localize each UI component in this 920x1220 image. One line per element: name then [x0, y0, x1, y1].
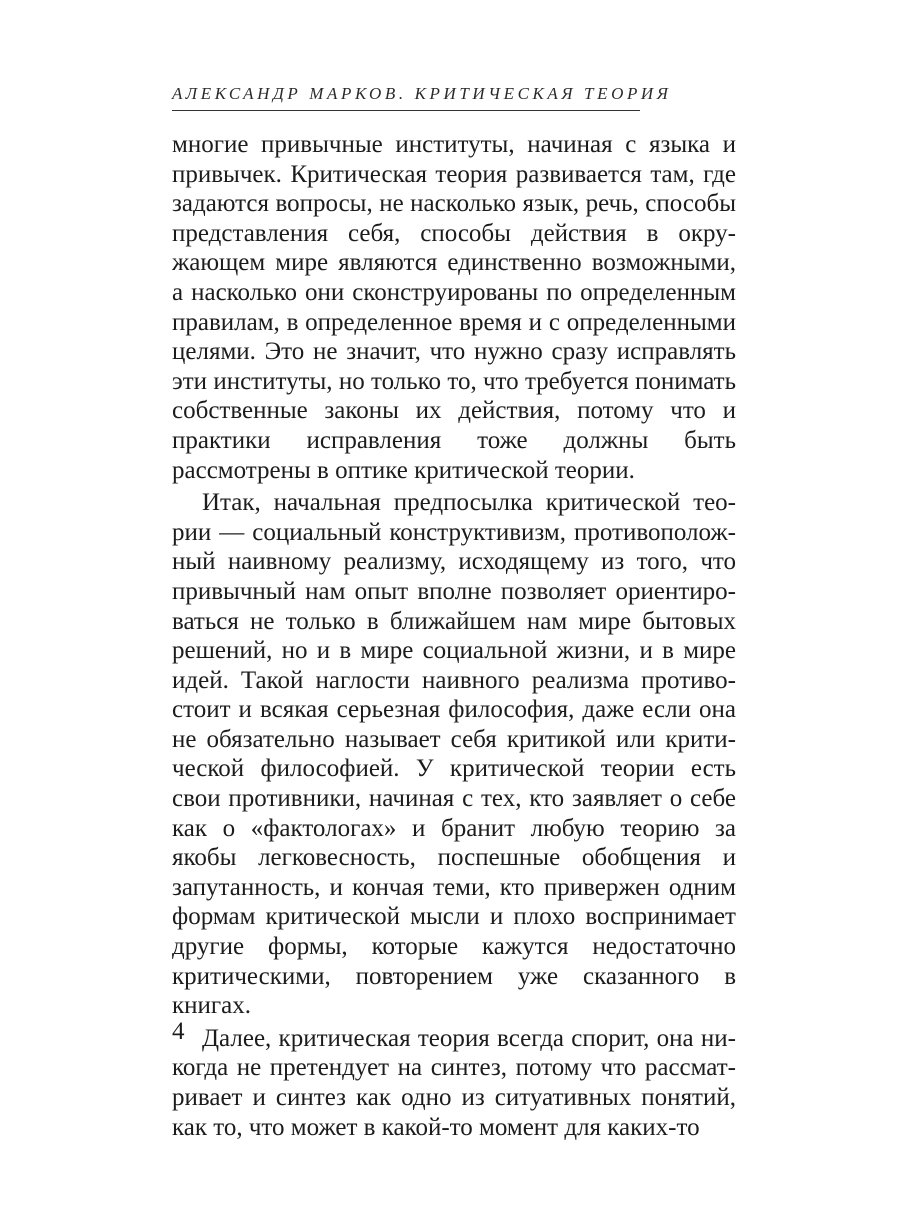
running-head: АЛЕКСАНДР МАРКОВ. КРИТИЧЕСКАЯ ТЕОРИЯ: [172, 84, 672, 103]
page-number: 4: [172, 1018, 185, 1045]
body-text: [172, 130, 736, 1142]
paragraph: Далее, критическая теория всегда спорит, она никогда не претендует на синтез, потому что рассматривает и синтез как одно из ситуативных понятий, как то, что может в какой-то момент для каких-то: [172, 1024, 736, 1141]
paragraph-continuation: многие привычные институты, начиная с языка и привычек. Критическая теория развивается там, где задаются вопросы, не насколько язык, речь, способы представления себя, способы действия в окружающем мире являются единственно возможными, а насколько они сконструированы по определенным правилам, в определенное время и с определенными целями. Это не значит, что нужно сразу исправлять эти институты, но только то, что требуется понимать собственные законы их действия, потому что и практики исправления тоже должны быть рассмотрены в оптике критической теории.: [172, 131, 736, 484]
paragraph: Итак, начальная предпосылка критической теории — социальный конструктивизм, противоположный наивному реализму, исходящему из того, что привычный нам опыт вполне позволяет ориентироваться не только в ближайшем нам мире бытовых решений, но и в мире социальной жизни, и в мире идей. Такой наглости наивного реализма противостоит и всякая серьезная философия, даже если она не обязательно называет себя критикой или критической философией. У критической теории есть свои противники, начиная с тех, кто заявляет о себе как о «фактологах» и бранит любую теорию за якобы легковесность, поспешные обобщения и запутанность, и кончая теми, кто привержен одним формам критической мысли и плохо воспринимает другие формы, которые кажутся недостаточно критическими, повторением уже сказанного в книгах.: [172, 489, 736, 1020]
header-rule: [172, 110, 640, 111]
